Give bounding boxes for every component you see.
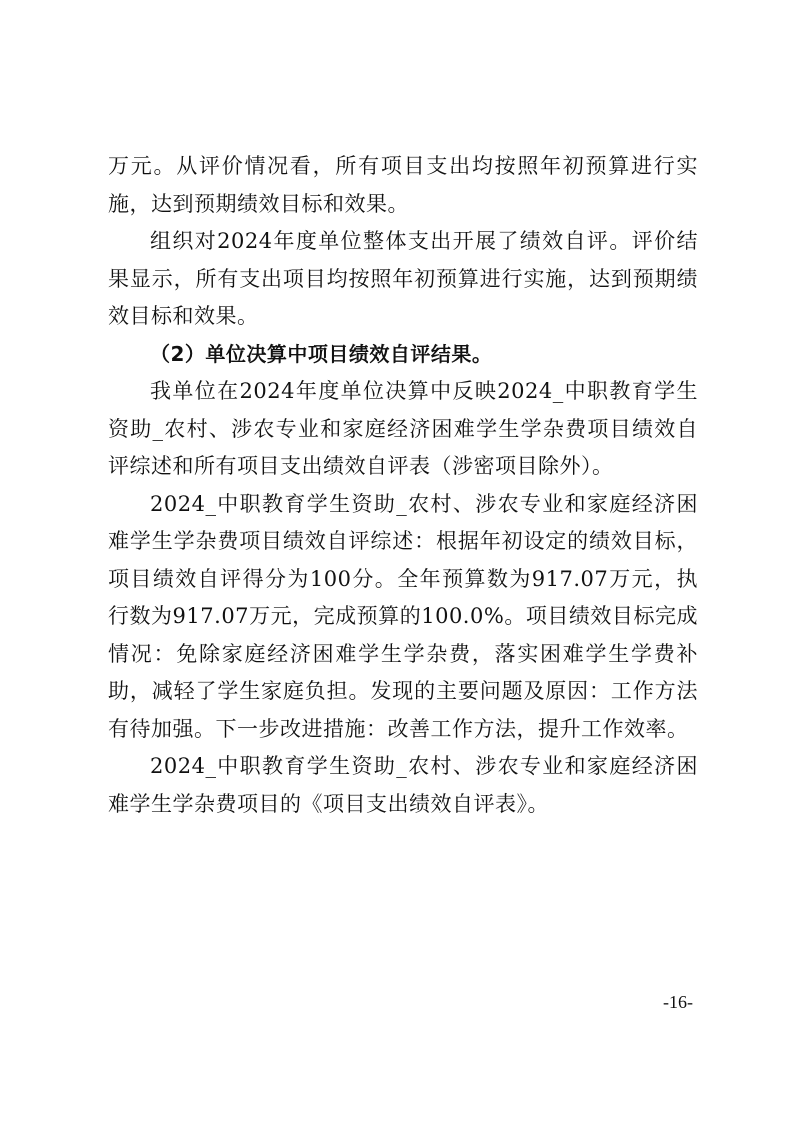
paragraph-project-summary: 2024_中职教育学生资助_农村、涉农专业和家庭经济困难学生学杂费项目绩效自评综述：根据年初设定的绩效目标，项目绩效自评得分为100分。全年预算数为917.07万元，执行数为917.07万元，完成预算的100.0%。项目绩效目标完成情况：免除家庭经济困难学生学杂费，落实困难学生学费补助，减轻了学生家庭负担。发现的主要问题及原因：工作方法有待加强。下一步改进措施：改善工作方法，提升工作效率。 [108, 491, 698, 741]
paragraph-final-accounts: 我单位在2024年度单位决算中反映2024_中职教育学生资助_农村、涉农专业和家庭经济困难学生学杂费项目绩效自评综述和所有项目支出绩效自评表（涉密项目除外）。 [108, 379, 698, 478]
paragraph-continuation: 万元。从评价情况看，所有项目支出均按照年初预算进行实施，达到预期绩效目标和效果。 [108, 154, 698, 216]
page-number: -16- [663, 992, 693, 1012]
document-body [108, 148, 698, 823]
paragraph-evaluation-form: 2024_中职教育学生资助_农村、涉农专业和家庭经济困难学生学杂费项目的《项目支出绩效自评表》。 [108, 754, 698, 816]
paragraph-overall-evaluation: 组织对2024年度单位整体支出开展了绩效自评。评价结果显示，所有支出项目均按照年初预算进行实施，达到预期绩效目标和效果。 [108, 229, 698, 328]
section-heading: （2）单位决算中项目绩效自评结果。 [150, 341, 493, 366]
